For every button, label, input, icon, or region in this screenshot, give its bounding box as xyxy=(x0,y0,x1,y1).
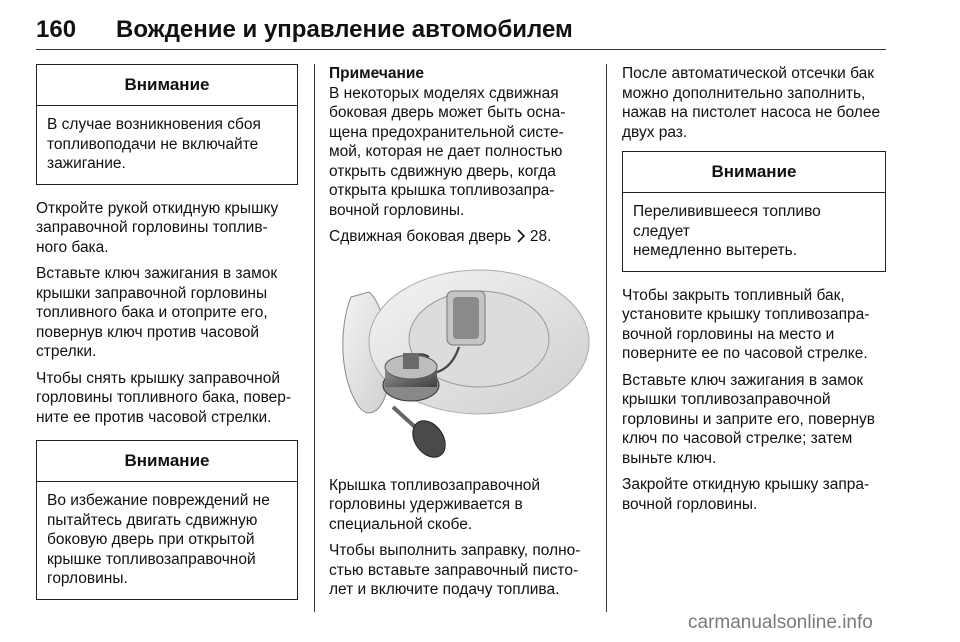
key-shape xyxy=(393,407,452,462)
paragraph-remove-cap: Чтобы снять крышку заправочной горловины топливного бака, повер- ните ее против часовой стрелки. xyxy=(36,369,292,426)
column-3 xyxy=(622,64,886,521)
warning-heading: Внимание xyxy=(623,152,885,193)
warning-box-1 xyxy=(36,64,298,185)
warning-text: Переливившееся топливо следует немедленно вытереть. xyxy=(633,203,821,259)
paragraph-unlock-cap: Вставьте ключ зажигания в замок крышки заправочной горловины топливного бака и отоприте его, повернув ключ против часовой стрелки. xyxy=(36,265,278,360)
paragraph-open-flap: Откройте рукой откидную крышку заправочной горловины топлив- ного бака. xyxy=(36,199,279,256)
page-number: 160 xyxy=(36,16,77,43)
column-1 xyxy=(36,64,298,600)
column-2 xyxy=(329,64,599,607)
paragraph-cap-holder: Крышка топливозаправочной горловины удерживается в специальной скобе. xyxy=(329,476,541,533)
warning-heading: Внимание xyxy=(37,65,297,106)
warning-box-2 xyxy=(36,440,298,600)
paragraph-lock-cap: Вставьте ключ зажигания в замок крышки топливозаправочной горловины и заприте его, повернув ключ по часовой стрелке; затем выньте ключ. xyxy=(622,371,876,467)
paragraph-close-flap: Закройте откидную крышку запра- вочной горловины. xyxy=(622,476,870,513)
warning-text: Во избежание повреждений не пытайтесь двигать сдвижную боковую дверь при открытой крышке топливозаправочной горловины. xyxy=(47,492,270,587)
warning-box-3 xyxy=(622,151,886,272)
paragraph-refuel: Чтобы выполнить заправку, полно- стью вставьте заправочный писто- лет и включите подачу топлива. xyxy=(329,542,581,598)
column-divider-2 xyxy=(606,64,607,612)
page-reference-icon xyxy=(516,229,526,243)
note-heading: Примечание xyxy=(329,65,424,82)
paragraph-close-tank: Чтобы закрыть топливный бак, установите крышку топливозапра- вочной горловины на место и поверните ее по часовой стрелке. xyxy=(622,286,870,362)
header-divider xyxy=(36,49,886,50)
note-block: Примечание В некоторых моделях сдвижная боковая дверь может быть осна- щена предохранительной систе- мой, которая не дает полностью открыть сдвижную дверь, когда открыта крышка топливозапра- вочной горловины. xyxy=(329,64,599,220)
fuel-filler-cap-illustration xyxy=(329,257,599,462)
paragraph-topup: После автоматической отсечки бак можно дополнительно заполнить, нажав на пистолет насоса не более двух раз. xyxy=(622,65,881,141)
warning-text: В случае возникновения сбоя топливоподачи не включайте зажигание. xyxy=(47,116,261,172)
fuel-cap-shape xyxy=(383,353,439,401)
warning-heading: Внимание xyxy=(37,441,297,482)
page-header xyxy=(36,10,886,48)
watermark: carmanualsonline.info xyxy=(688,612,873,633)
column-divider-1 xyxy=(314,64,315,612)
page-title: Вождение и управление автомобилем xyxy=(116,16,573,43)
fuel-cap-drawing xyxy=(329,257,599,462)
cross-reference[interactable]: Сдвижная боковая дверь 28. xyxy=(329,228,552,245)
